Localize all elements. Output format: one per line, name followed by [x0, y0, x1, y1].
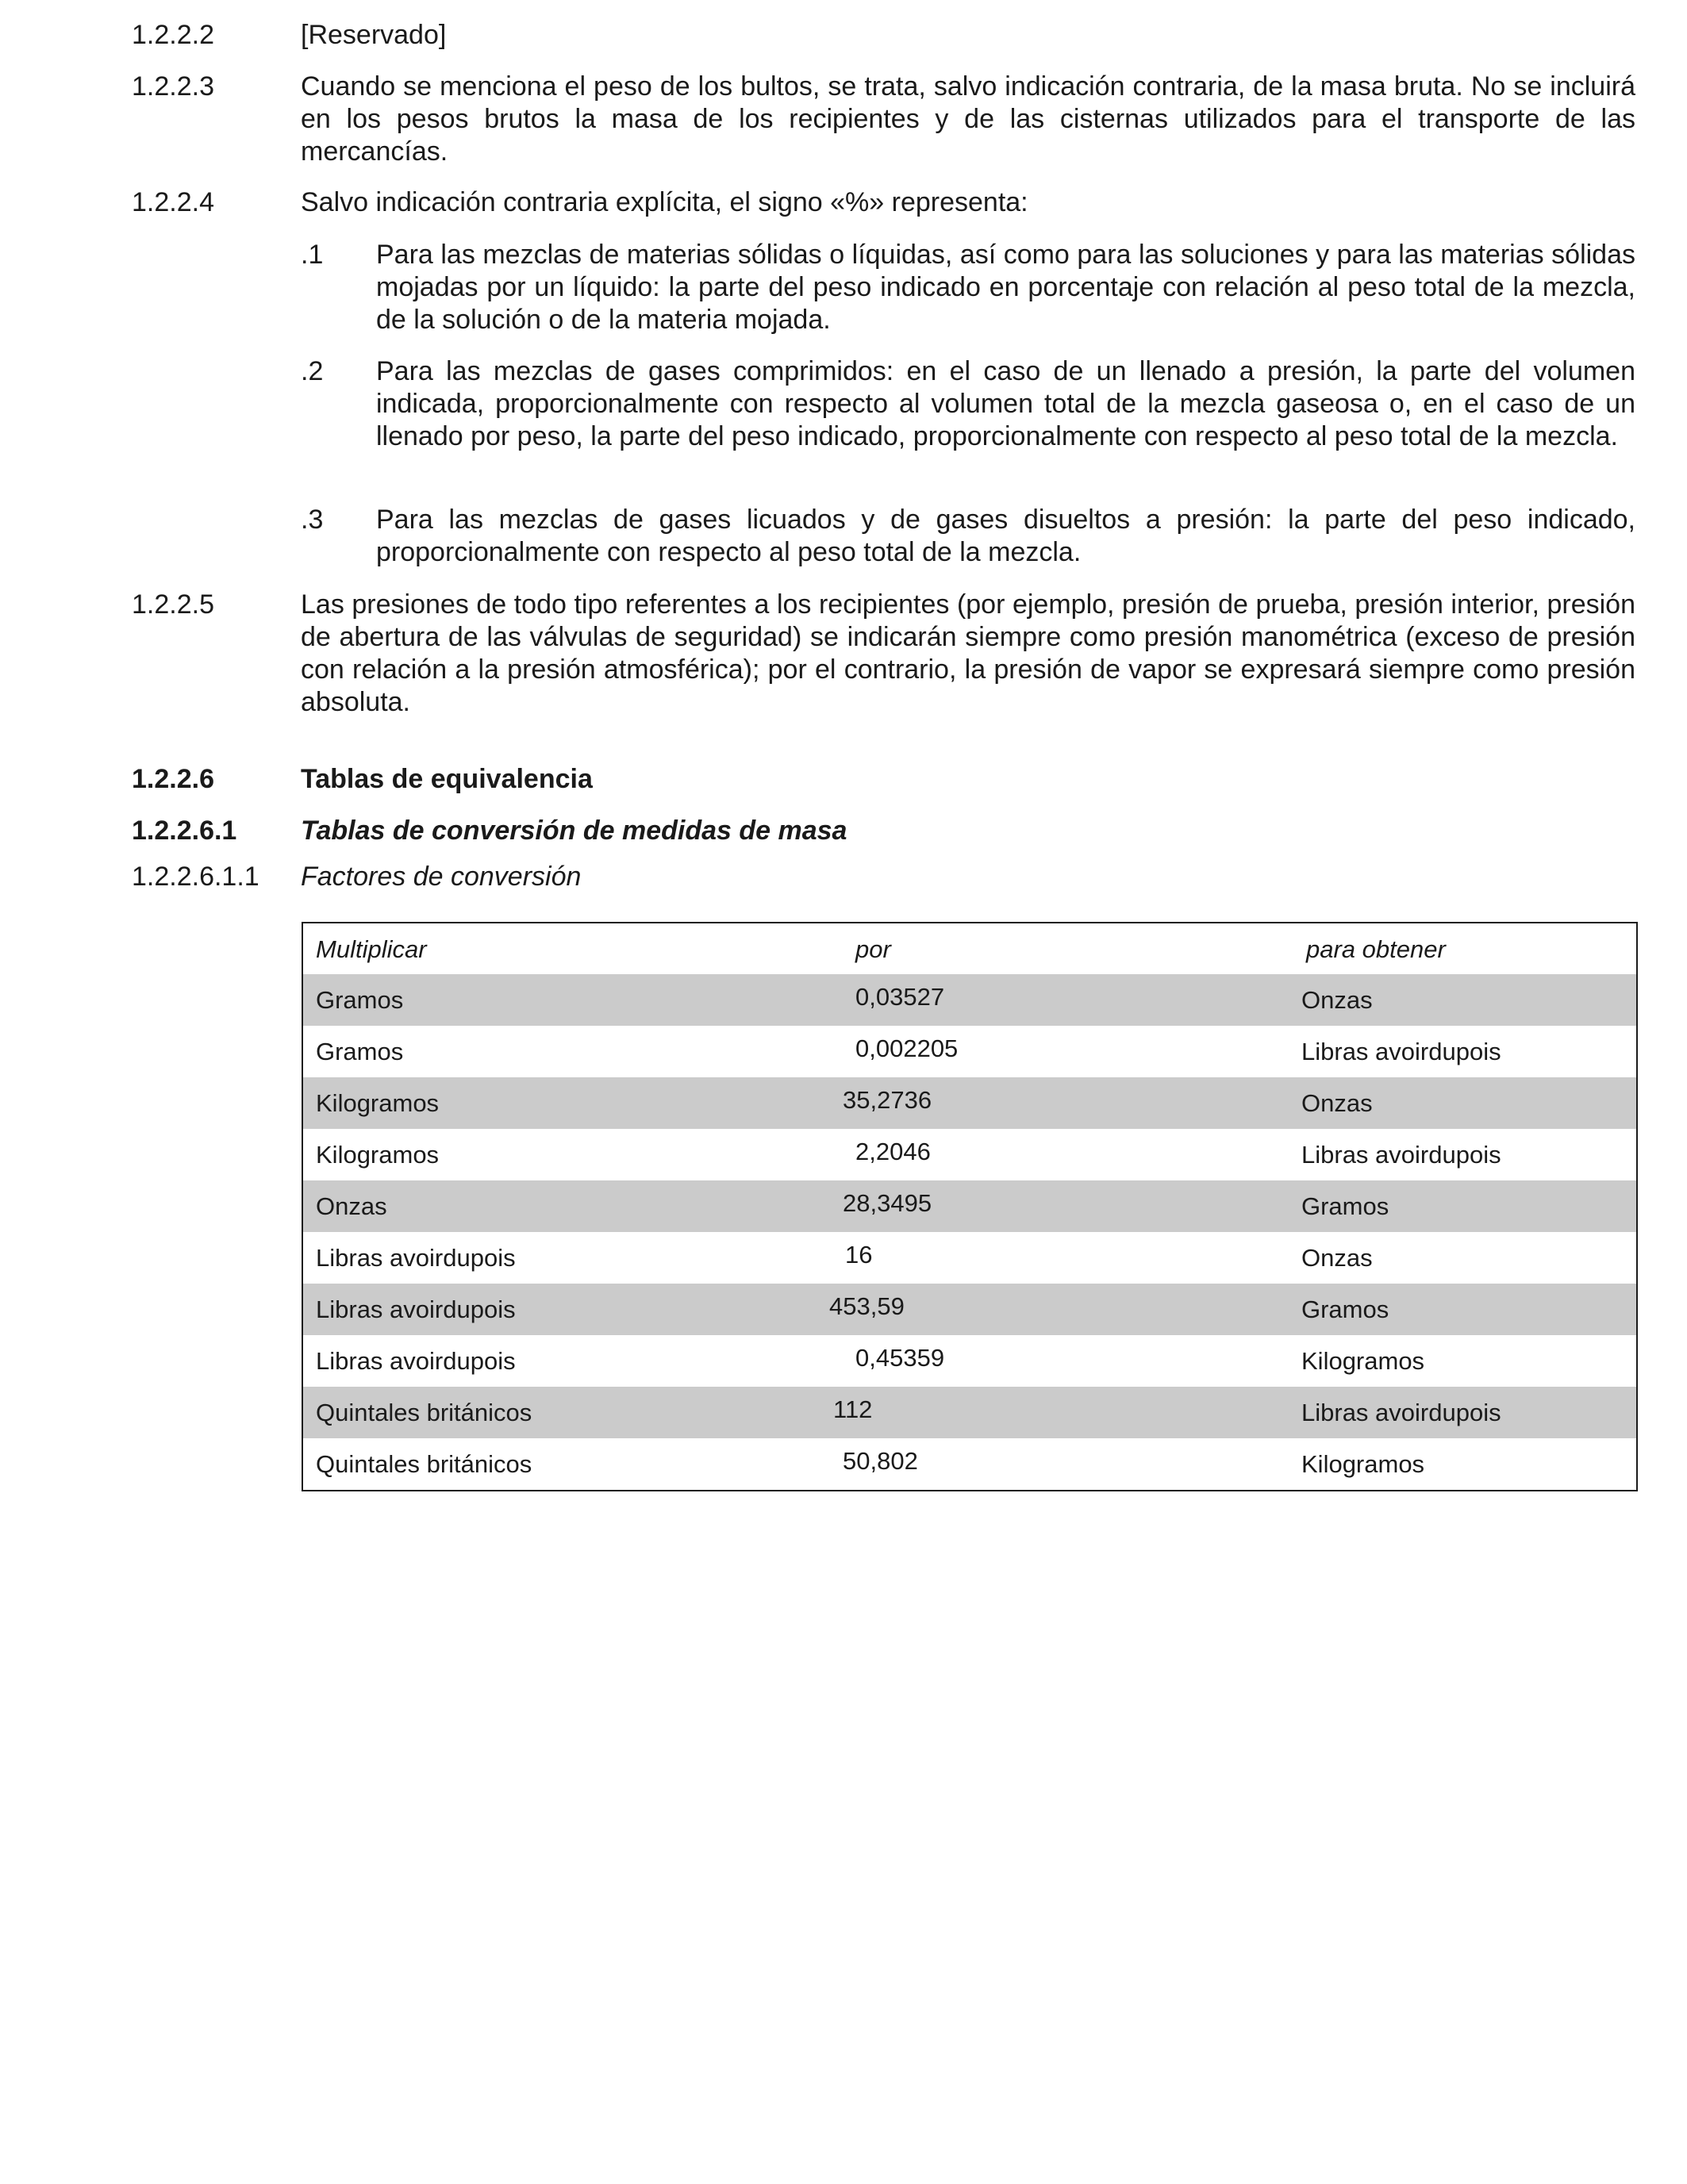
- cell-to-unit: Kilogramos: [1301, 1450, 1425, 1478]
- section-text: Las presiones de todo tipo referentes a los recipientes (por ejemplo, presión de prueba, presión interior, presión de abertura de las válvulas de seguridad) se indicarán siempre como presión manométrica (exceso de presión con relación a la presión atmosférica); por el contrario, la presión de vapor se expresará siempre como presión absoluta.: [301, 589, 1635, 717]
- conversion-table: [302, 922, 1638, 1491]
- subitem-text: Para las mezclas de gases licuados y de gases disueltos a presión: la parte del peso indicado, proporcionalmente con respecto al peso total de la mezcla.: [376, 505, 1635, 567]
- table-row: [302, 1077, 1637, 1129]
- header-por: [855, 923, 1301, 974]
- cell-from-unit: Onzas: [302, 1180, 855, 1232]
- cell-to-unit: Onzas: [1301, 1077, 1637, 1129]
- factor-value: 2,2046: [855, 1138, 931, 1165]
- factor-value: 0,03527: [855, 983, 945, 1011]
- section-text: [Reservado]: [301, 20, 447, 50]
- section-number: 1.2.2.5: [132, 589, 214, 620]
- table-row: [302, 1180, 1637, 1232]
- header-para-obtener: [1301, 923, 1637, 974]
- factor-value: 16: [845, 1241, 873, 1269]
- subitem-number: .2: [301, 356, 324, 386]
- factor-value: 453,59: [829, 1292, 905, 1320]
- table-row: [302, 1387, 1637, 1438]
- header-multiplicar: Multiplicar: [316, 935, 427, 963]
- cell-from-unit: Libras avoirdupois: [316, 1244, 516, 1272]
- cell-to-unit: Onzas: [1301, 1244, 1373, 1272]
- subitem-number: .3: [301, 505, 324, 535]
- cell-from-unit: Quintales británicos: [302, 1387, 855, 1438]
- section-number: 1.2.2.6.1.1: [132, 862, 259, 892]
- table-row: [302, 1284, 1637, 1335]
- factor-value: 0,45359: [855, 1344, 945, 1372]
- table-row: [302, 1026, 1637, 1077]
- header-para-obtener-label: para obtener: [1306, 935, 1446, 963]
- cell-from-unit: Gramos: [302, 974, 855, 1026]
- table-row: [302, 1335, 1637, 1387]
- factor-value: 112: [833, 1395, 873, 1423]
- cell-to-unit: Kilogramos: [1301, 1347, 1425, 1375]
- cell-to-unit: Libras avoirdupois: [1301, 1141, 1501, 1169]
- cell-to-unit: Onzas: [1301, 974, 1637, 1026]
- factor-value: 0,002205: [855, 1034, 959, 1062]
- cell-factor: [855, 1026, 1301, 1077]
- cell-factor: [855, 1335, 1301, 1387]
- cell-from-unit: Libras avoirdupois: [302, 1284, 855, 1335]
- cell-from-unit: Quintales británicos: [316, 1450, 532, 1478]
- cell-from-unit: Kilogramos: [316, 1141, 440, 1169]
- section-number: 1.2.2.6: [132, 764, 214, 794]
- cell-factor: [855, 1129, 1301, 1180]
- table-row: [302, 1438, 1637, 1491]
- factor-value: 28,3495: [843, 1189, 932, 1217]
- section-number: 1.2.2.2: [132, 20, 214, 50]
- cell-factor: [843, 1077, 1301, 1129]
- subitem-text: Para las mezclas de materias sólidas o líquidas, así como para las soluciones y para las materias sólidas mojadas por un líquido: la parte del peso indicado en porcentaje con relación al peso total de la mezcla, de la solución o de la materia mojada.: [376, 240, 1635, 335]
- cell-factor: [845, 1232, 1301, 1284]
- factor-value: 50,802: [843, 1447, 918, 1475]
- section-number: 1.2.2.6.1: [132, 816, 237, 846]
- table-row: [302, 1129, 1637, 1180]
- section-heading: Tablas de conversión de medidas de masa: [301, 816, 847, 846]
- cell-from-unit: Libras avoirdupois: [316, 1347, 516, 1375]
- subitem-text: Para las mezclas de gases comprimidos: en el caso de un llenado a presión, la parte del volumen indicada, proporcionalmente con respecto al volumen total de la mezcla gaseosa o, en el caso de un llenado por peso, la parte del peso indicado, proporcionalmente con respecto al peso total de la mezcla.: [376, 356, 1635, 451]
- cell-to-unit: Libras avoirdupois: [1301, 1387, 1637, 1438]
- cell-factor: [843, 1438, 1301, 1491]
- table-header-row: [302, 923, 1637, 974]
- cell-to-unit: Gramos: [1301, 1180, 1637, 1232]
- cell-factor: [855, 974, 1301, 1026]
- factor-value: 35,2736: [843, 1086, 932, 1114]
- cell-from-unit: Kilogramos: [302, 1077, 855, 1129]
- section-text: Salvo indicación contraria explícita, el signo «%» representa:: [301, 187, 1028, 217]
- section-heading: Factores de conversión: [301, 862, 582, 892]
- table-row: [302, 974, 1637, 1026]
- section-number: 1.2.2.4: [132, 187, 214, 217]
- cell-from-unit: Gramos: [316, 1038, 404, 1065]
- cell-factor: [829, 1284, 1301, 1335]
- cell-to-unit: Libras avoirdupois: [1301, 1038, 1501, 1065]
- header-por-label: por: [855, 935, 891, 963]
- section-text: Cuando se menciona el peso de los bultos, se trata, salvo indicación contraria, de la masa bruta. No se incluirá en los pesos brutos la masa de los recipientes y de las cisternas utilizados para el transporte de las mercancías.: [301, 71, 1635, 167]
- section-heading: Tablas de equivalencia: [301, 764, 593, 794]
- subitem-number: .1: [301, 240, 324, 270]
- cell-factor: [833, 1387, 1301, 1438]
- section-number: 1.2.2.3: [132, 71, 214, 102]
- cell-factor: [843, 1180, 1301, 1232]
- cell-to-unit: Gramos: [1301, 1284, 1637, 1335]
- table-row: [302, 1232, 1637, 1284]
